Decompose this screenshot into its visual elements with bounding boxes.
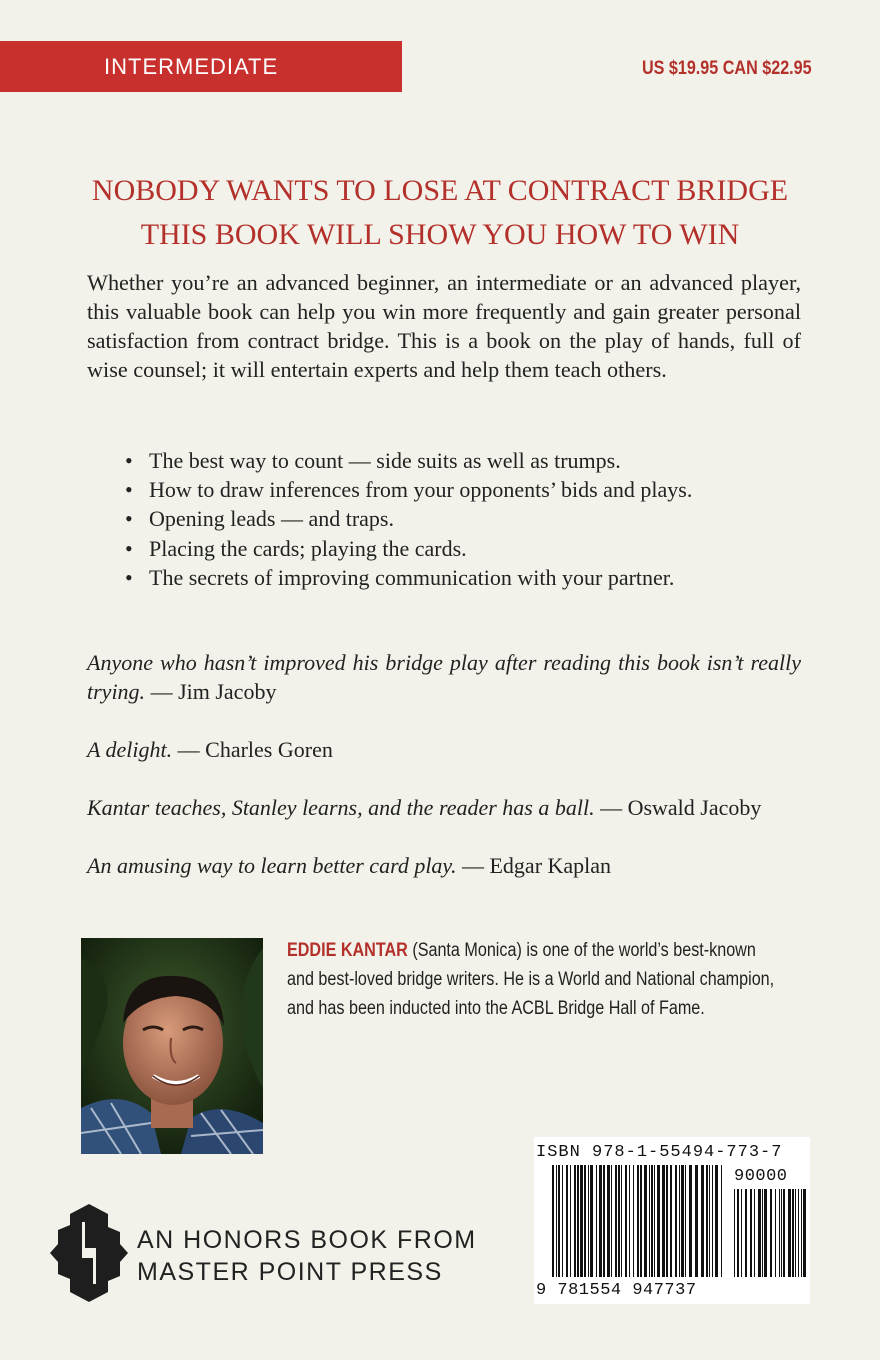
quote-text: Kantar teaches, Stanley learns, and the reader has a ball. xyxy=(87,795,595,820)
barcode-bar xyxy=(762,1189,763,1277)
barcode-bar xyxy=(580,1165,583,1277)
quote-text: An amusing way to learn better card play. xyxy=(87,853,457,878)
barcode-bar xyxy=(615,1165,617,1277)
barcode-bar xyxy=(801,1189,802,1277)
barcode-bar xyxy=(625,1165,627,1277)
barcode-bar xyxy=(654,1165,655,1277)
barcode-bar xyxy=(715,1165,718,1277)
list-item: • Opening leads — and traps. xyxy=(125,504,825,533)
barcode-bar xyxy=(599,1165,602,1277)
list-item: • The secrets of improving communication with your partner. xyxy=(125,563,825,592)
barcode-bar xyxy=(584,1165,586,1277)
author-bio-line-1 xyxy=(287,936,756,965)
barcode-bar xyxy=(792,1189,794,1277)
barcode-bar xyxy=(607,1165,610,1277)
price-code: 90000 xyxy=(734,1167,788,1186)
author-name: EDDIE KANTAR xyxy=(287,940,408,961)
barcode-bar xyxy=(558,1165,560,1277)
barcode-bar xyxy=(556,1165,557,1277)
barcode-bar xyxy=(783,1189,785,1277)
barcode-bar xyxy=(666,1165,668,1277)
list-item: • The best way to count — side suits as well as trumps. xyxy=(125,446,825,475)
author-bio-line-2: and best-loved bridge writers. He is a World and National champion, xyxy=(287,969,775,990)
barcode-bar xyxy=(603,1165,605,1277)
barcode-bar xyxy=(788,1189,791,1277)
barcode-bar xyxy=(779,1189,780,1277)
author-bio-text: (Santa Monica) is one of the world’s best-known xyxy=(407,940,756,961)
barcode-bar xyxy=(734,1189,735,1277)
barcode-bar xyxy=(701,1165,704,1277)
quote-oswald-jacoby xyxy=(87,793,801,822)
level-band xyxy=(0,41,402,92)
barcode-bar xyxy=(629,1165,630,1277)
barcode-bar xyxy=(633,1165,634,1277)
barcode-digits: 9 781554 947737 xyxy=(536,1281,697,1300)
publisher-logo-icon xyxy=(48,1200,130,1306)
barcode-bar xyxy=(637,1165,639,1277)
barcode-bar xyxy=(662,1165,665,1277)
barcode-bar xyxy=(552,1165,554,1277)
barcode-bar xyxy=(588,1165,589,1277)
barcode-bar xyxy=(695,1165,698,1277)
quote-attribution: — Jim Jacoby xyxy=(145,679,277,704)
barcode-bar xyxy=(577,1165,579,1277)
barcode-bar xyxy=(706,1165,708,1277)
barcode-bar xyxy=(618,1165,620,1277)
barcode-bar xyxy=(803,1189,806,1277)
barcode-bar xyxy=(681,1165,684,1277)
barcode-bar xyxy=(770,1189,772,1277)
author-bio xyxy=(287,936,807,1023)
quote-edgar-kaplan xyxy=(87,851,801,880)
headline-line-1: NOBODY WANTS TO LOSE AT CONTRACT BRIDGE xyxy=(91,174,789,207)
barcode-bar xyxy=(737,1189,739,1277)
quote-jim-jacoby xyxy=(87,648,801,706)
barcode-bar xyxy=(781,1189,782,1277)
barcode-bar xyxy=(745,1189,747,1277)
barcode-bar xyxy=(685,1165,686,1277)
barcode-bar xyxy=(798,1189,799,1277)
publisher-name xyxy=(137,1224,477,1288)
barcode-bar xyxy=(764,1189,767,1277)
barcode-bar xyxy=(758,1189,761,1277)
barcode-bar xyxy=(596,1165,597,1277)
barcode-bar xyxy=(721,1165,722,1277)
barcode-bar xyxy=(651,1165,653,1277)
list-item: • How to draw inferences from your opponents’ bids and plays. xyxy=(125,475,825,504)
barcode-bar xyxy=(566,1165,568,1277)
quote-text: A delight. xyxy=(87,737,173,762)
barcode-bar xyxy=(750,1189,752,1277)
barcode-bar xyxy=(709,1165,710,1277)
barcode-bar xyxy=(657,1165,660,1277)
barcode-bar xyxy=(621,1165,622,1277)
quote-attribution: — Oswald Jacoby xyxy=(594,795,762,820)
barcode-bar xyxy=(712,1165,713,1277)
barcode-bar xyxy=(570,1165,571,1277)
barcode-bar xyxy=(611,1165,612,1277)
barcode-bar xyxy=(689,1165,692,1277)
barcode-bar xyxy=(795,1189,796,1277)
barcode-bar xyxy=(670,1165,672,1277)
publisher-line-2: MASTER POINT PRESS xyxy=(137,1258,443,1286)
barcode-bar xyxy=(775,1189,776,1277)
headline-line-2: THIS BOOK WILL SHOW YOU HOW TO WIN xyxy=(140,218,740,251)
feature-list xyxy=(125,446,825,592)
publisher-line-1: AN HONORS BOOK FROM xyxy=(137,1226,477,1254)
author-photo xyxy=(81,938,263,1154)
barcode-bar xyxy=(754,1189,755,1277)
isbn-label: ISBN 978-1-55494-773-7 xyxy=(536,1143,783,1162)
quote-attribution: — Charles Goren xyxy=(172,737,333,762)
barcode-bar xyxy=(679,1165,680,1277)
author-bio-line-3: and has been inducted into the ACBL Bridge Hall of Fame. xyxy=(287,998,705,1019)
barcode-bar xyxy=(649,1165,650,1277)
barcode-bar xyxy=(640,1165,642,1277)
quote-attribution: — Edgar Kaplan xyxy=(456,853,612,878)
barcode-bar xyxy=(574,1165,576,1277)
price: US $19.95 CAN $22.95 xyxy=(642,58,812,79)
barcode-bar xyxy=(590,1165,593,1277)
quote-charles-goren xyxy=(87,735,801,764)
barcode-bar xyxy=(741,1189,742,1277)
list-item: • Placing the cards; playing the cards. xyxy=(125,534,825,563)
barcode-bar xyxy=(562,1165,563,1277)
barcode xyxy=(534,1137,810,1304)
barcode-bar xyxy=(644,1165,647,1277)
quote-text: Anyone who hasn’t improved his bridge play after reading this book isn’t really trying. xyxy=(87,650,801,704)
intro-paragraph: Whether you’re an advanced beginner, an intermediate or an advanced player, this valuable book can help you win more frequently and gain greater personal satisfaction from contract bridge. This is a book on the play of hands, full of wise counsel; it will entertain experts and help them teach others. xyxy=(87,270,801,382)
barcode-bars xyxy=(534,1137,810,1304)
level-label: INTERMEDIATE xyxy=(104,54,279,79)
barcode-bar xyxy=(675,1165,677,1277)
